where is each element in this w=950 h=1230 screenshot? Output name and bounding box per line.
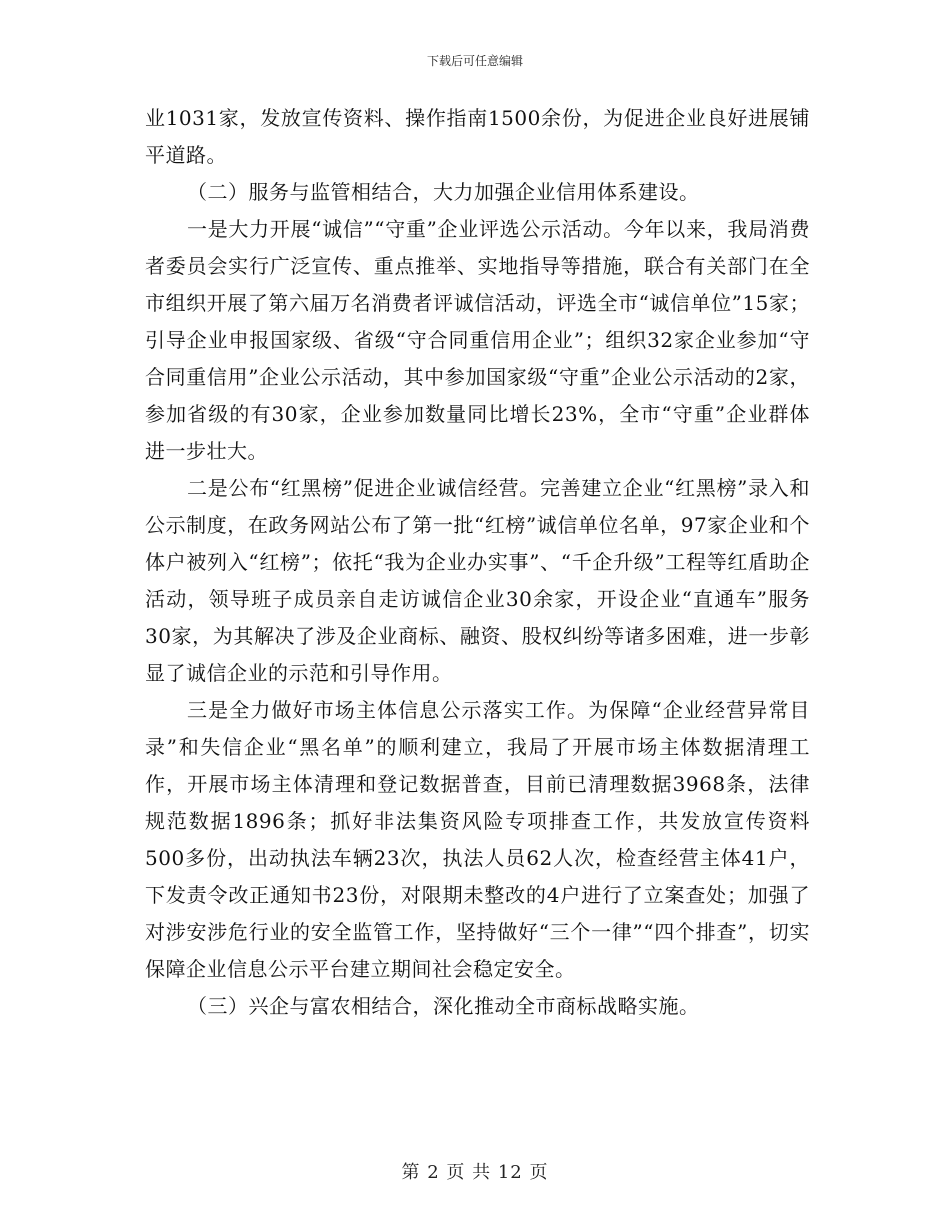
page-footer: 第 2 页 共 12 页 <box>401 1162 549 1183</box>
paragraph-continuation: 业1031家，发放宣传资料、操作指南1500余份，为促进企业良好进展铺平道路。 <box>145 106 810 167</box>
section-heading-2: （二）服务与监管相结合，大力加强企业信用体系建设。 <box>187 180 700 204</box>
paragraph-item-1: 一是大力开展“诚信”“守重”企业评选公示活动。今年以来，我局消费者委员会实行广泛宣传、重点推举、实地指导等措施，联合有关部门在全市组织开展了第六届万名消费者评诚信活动，评选全市“诚信单位”15家；引导企业申报国家级、省级“守合同重信用企业”；组织32家企业参加“守合同重信用”企业公示活动，其中参加国家级“守重”企业公示活动的2家，参加省级的有30家，企业参加数量同比增长23%，全市“守重”企业群体进一步壮大。 <box>145 217 810 463</box>
page-header: 下载后可任意编辑 <box>426 54 523 68</box>
document-body <box>145 100 810 1025</box>
paragraph-item-3: 三是全力做好市场主体信息公示落实工作。为保障“企业经营异常目录”和失信企业“黑名单”的顺利建立，我局了开展市场主体数据清理工作，开展市场主体清理和登记数据普查，目前已清理数据3968条，法律规范数据1896条；抓好非法集资风险专项排查工作，共发放宣传资料500多份，出动执法车辆23次，执法人员62人次，检查经营主体41户，下发责令改正通知书23份，对限期未整改的4户进行了立案查处；加强了对涉安涉危行业的安全监管工作，坚持做好“三个一律”“四个排查”，切实保障企业信息公示平台建立期间社会稳定安全。 <box>145 698 810 981</box>
paragraph-item-2: 二是公布“红黑榜”促进企业诚信经营。完善建立企业“红黑榜”录入和公示制度，在政务网站公布了第一批“红榜”诚信单位名单，97家企业和个体户被列入“红榜”；依托“我为企业办实事”、“千企升级”工程等红盾助企活动，领导班子成员亲自走访诚信企业30余家，开设企业“直通车”服务30家，为其解决了涉及企业商标、融资、股权纠纷等诸多困难，进一步彰显了诚信企业的示范和引导作用。 <box>145 476 810 685</box>
section-heading-3: （三）兴企与富农相结合，深化推动全市商标战略实施。 <box>187 994 700 1018</box>
